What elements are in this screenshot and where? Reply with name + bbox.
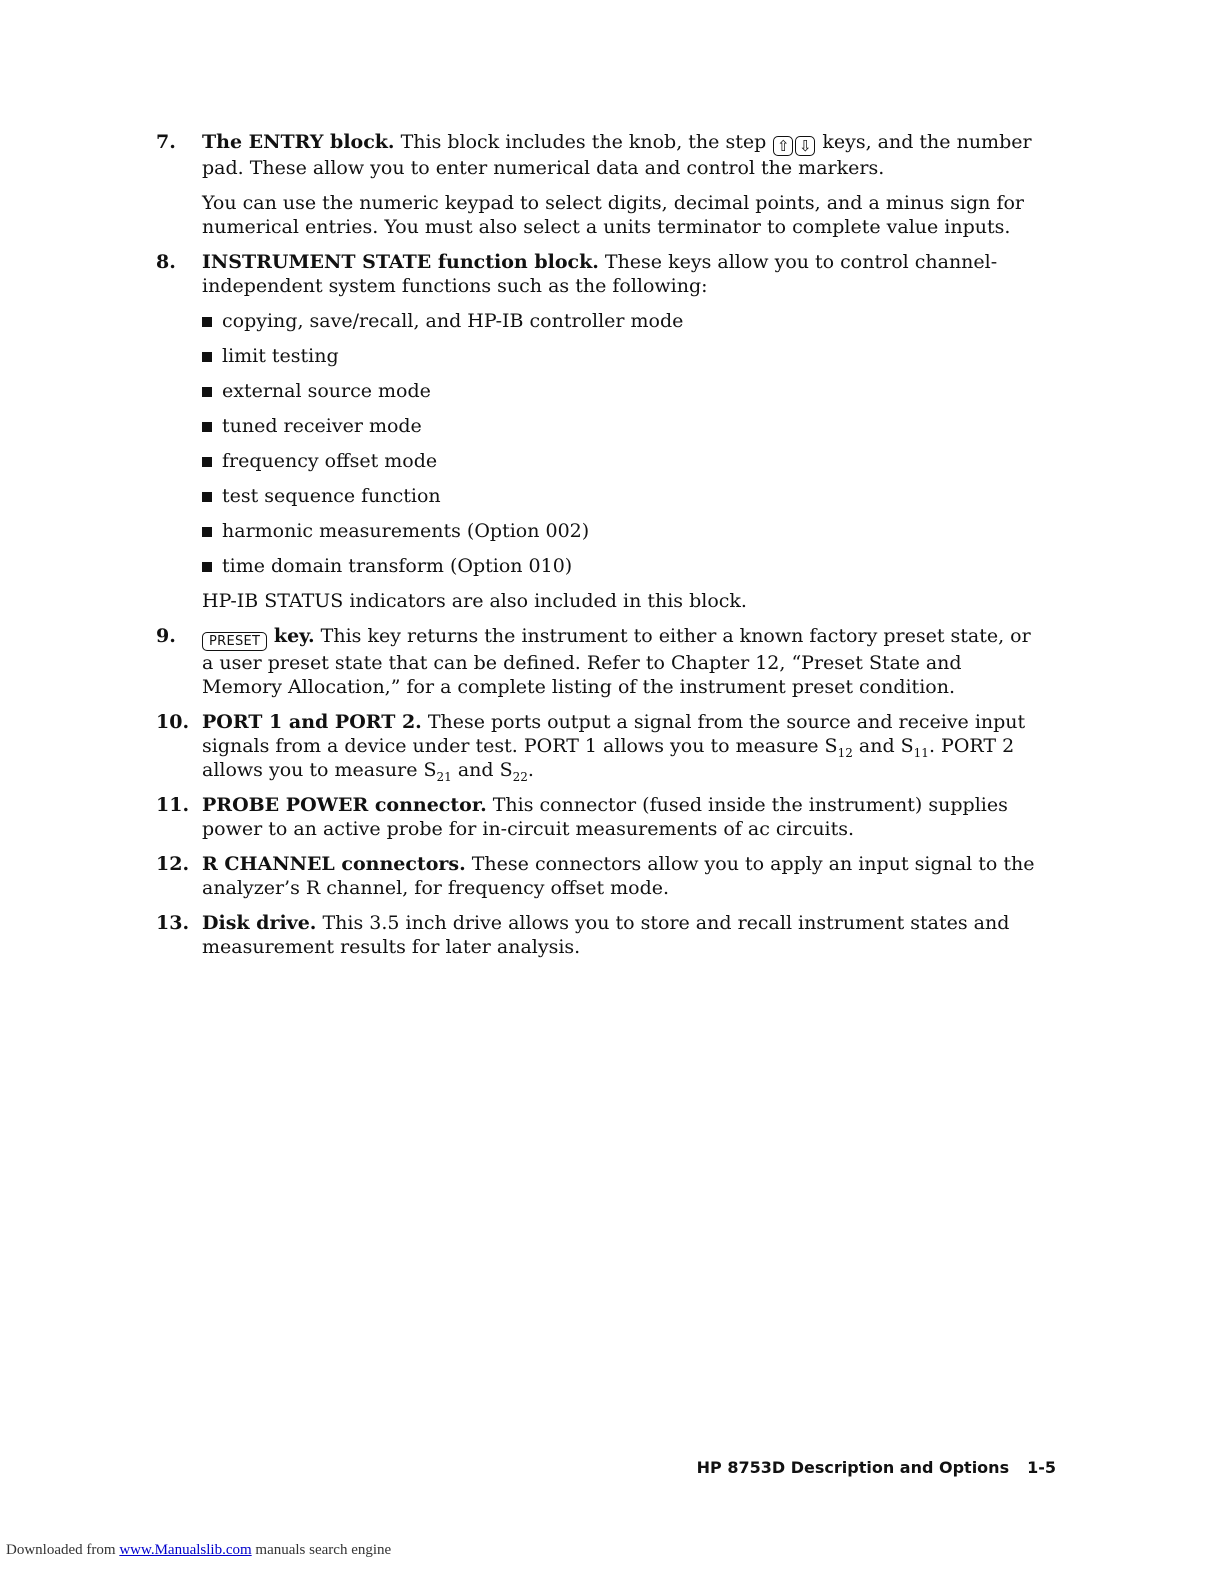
page-footer xyxy=(697,1458,1056,1477)
page-number: 1-5 xyxy=(1027,1458,1056,1477)
source-suffix: manuals search engine xyxy=(251,1542,392,1558)
item-paragraph xyxy=(202,710,1046,782)
bullet-square-icon xyxy=(202,457,212,467)
bullet-item xyxy=(202,519,1046,543)
source-prefix: Downloaded from xyxy=(6,1542,120,1558)
item-text: These connectors allow you to apply an input signal to the analyzer’s R channel, for frequency offset mode. xyxy=(202,853,1035,899)
item-number: 7. xyxy=(156,131,176,153)
item-text: This connector (fused inside the instrument) supplies power to an active probe for in-circuit measurements of ac circuits. xyxy=(202,794,1008,840)
list-item-11 xyxy=(156,793,1046,841)
bullet-square-icon xyxy=(202,492,212,502)
subscript: 21 xyxy=(436,769,452,784)
item-paragraph xyxy=(202,852,1046,900)
document-body xyxy=(156,130,1046,970)
bullet-square-icon xyxy=(202,527,212,537)
bullet-item xyxy=(202,379,1046,403)
footer-title: HP 8753D Description and Options xyxy=(696,1458,1010,1477)
item-text: This block includes the knob, the step xyxy=(394,131,773,153)
step-up-key-icon: ⇧ xyxy=(773,136,793,156)
bullet-text: harmonic measurements (Option 002) xyxy=(222,520,590,542)
bullet-text: external source mode xyxy=(222,380,431,402)
item-text: This 3.5 inch drive allows you to store and recall instrument states and measurement results for later analysis. xyxy=(202,912,1010,958)
item-title: R CHANNEL connectors. xyxy=(202,853,466,875)
bullet-square-icon xyxy=(202,562,212,572)
item-text: These keys allow you to control channel-independent system functions such as the following: xyxy=(202,251,998,297)
list-item-12 xyxy=(156,852,1046,900)
item-text: keys, and the number pad. These allow you to enter numerical data and control the markers. xyxy=(202,131,1032,179)
bullet-item xyxy=(202,484,1046,508)
item-paragraph xyxy=(202,624,1046,699)
item-title: INSTRUMENT STATE function block. xyxy=(202,251,599,273)
bullet-item xyxy=(202,344,1046,368)
item-paragraph xyxy=(202,250,1046,298)
bullet-square-icon xyxy=(202,387,212,397)
bullet-text: time domain transform (Option 010) xyxy=(222,555,573,577)
list-item-13 xyxy=(156,911,1046,959)
item-text: . PORT 2 allows you to measure S xyxy=(202,735,1015,781)
item-text: and S xyxy=(451,759,513,781)
list-item-8 xyxy=(156,250,1046,613)
item-paragraph xyxy=(202,130,1046,180)
bullet-item xyxy=(202,414,1046,438)
bullet-text: tuned receiver mode xyxy=(222,415,422,437)
item-paragraph xyxy=(202,911,1046,959)
subscript: 12 xyxy=(837,745,853,760)
item-title: PORT 1 and PORT 2. xyxy=(202,711,422,733)
item-paragraph-after: HP-IB STATUS indicators are also included in this block. xyxy=(202,590,747,612)
list-item-7 xyxy=(156,130,1046,239)
step-down-key-icon: ⇩ xyxy=(795,136,815,156)
item-number: 11. xyxy=(156,794,190,816)
item-number: 9. xyxy=(156,625,176,647)
bullet-text: frequency offset mode xyxy=(222,450,438,472)
bullet-item xyxy=(202,309,1046,333)
subscript: 11 xyxy=(913,745,929,760)
item-title: PROBE POWER connector. xyxy=(202,794,487,816)
list-item-10 xyxy=(156,710,1046,782)
item-text: These ports output a signal from the source and receive input signals from a device under test. PORT 1 allows you to measure S xyxy=(202,711,1026,757)
list-item-9 xyxy=(156,624,1046,699)
bullet-text: copying, save/recall, and HP-IB controller mode xyxy=(222,310,684,332)
bullet-text: limit testing xyxy=(222,345,339,367)
item-text: and S xyxy=(852,735,914,757)
source-line xyxy=(6,1542,391,1559)
preset-key-icon: PRESET xyxy=(202,632,267,651)
item-number: 13. xyxy=(156,912,190,934)
item-text: This key returns the instrument to either a known factory preset state, or a user preset state that can be defined. Refer to Chapter 12, “Preset State and Memory Allocation,” for a complete listing of the instrument preset condition. xyxy=(202,625,1031,698)
item-number: 10. xyxy=(156,711,190,733)
bullet-text: test sequence function xyxy=(222,485,441,507)
bullet-square-icon xyxy=(202,352,212,362)
subscript: 22 xyxy=(512,769,528,784)
bullet-list xyxy=(202,309,1046,578)
item-paragraph xyxy=(202,793,1046,841)
bullet-item xyxy=(202,449,1046,473)
item-number: 8. xyxy=(156,251,176,273)
item-title: Disk drive. xyxy=(202,912,317,934)
item-title: The ENTRY block. xyxy=(202,131,395,153)
item-paragraph-2: You can use the numeric keypad to select digits, decimal points, and a minus sign for numerical entries. You must also select a units terminator to complete value inputs. xyxy=(202,192,1025,238)
manualslib-link[interactable]: www.Manualslib.com xyxy=(119,1542,252,1558)
item-number: 12. xyxy=(156,853,190,875)
item-title: key. xyxy=(267,625,315,647)
bullet-square-icon xyxy=(202,422,212,432)
bullet-item xyxy=(202,554,1046,578)
bullet-square-icon xyxy=(202,317,212,327)
item-text: . xyxy=(527,759,534,781)
